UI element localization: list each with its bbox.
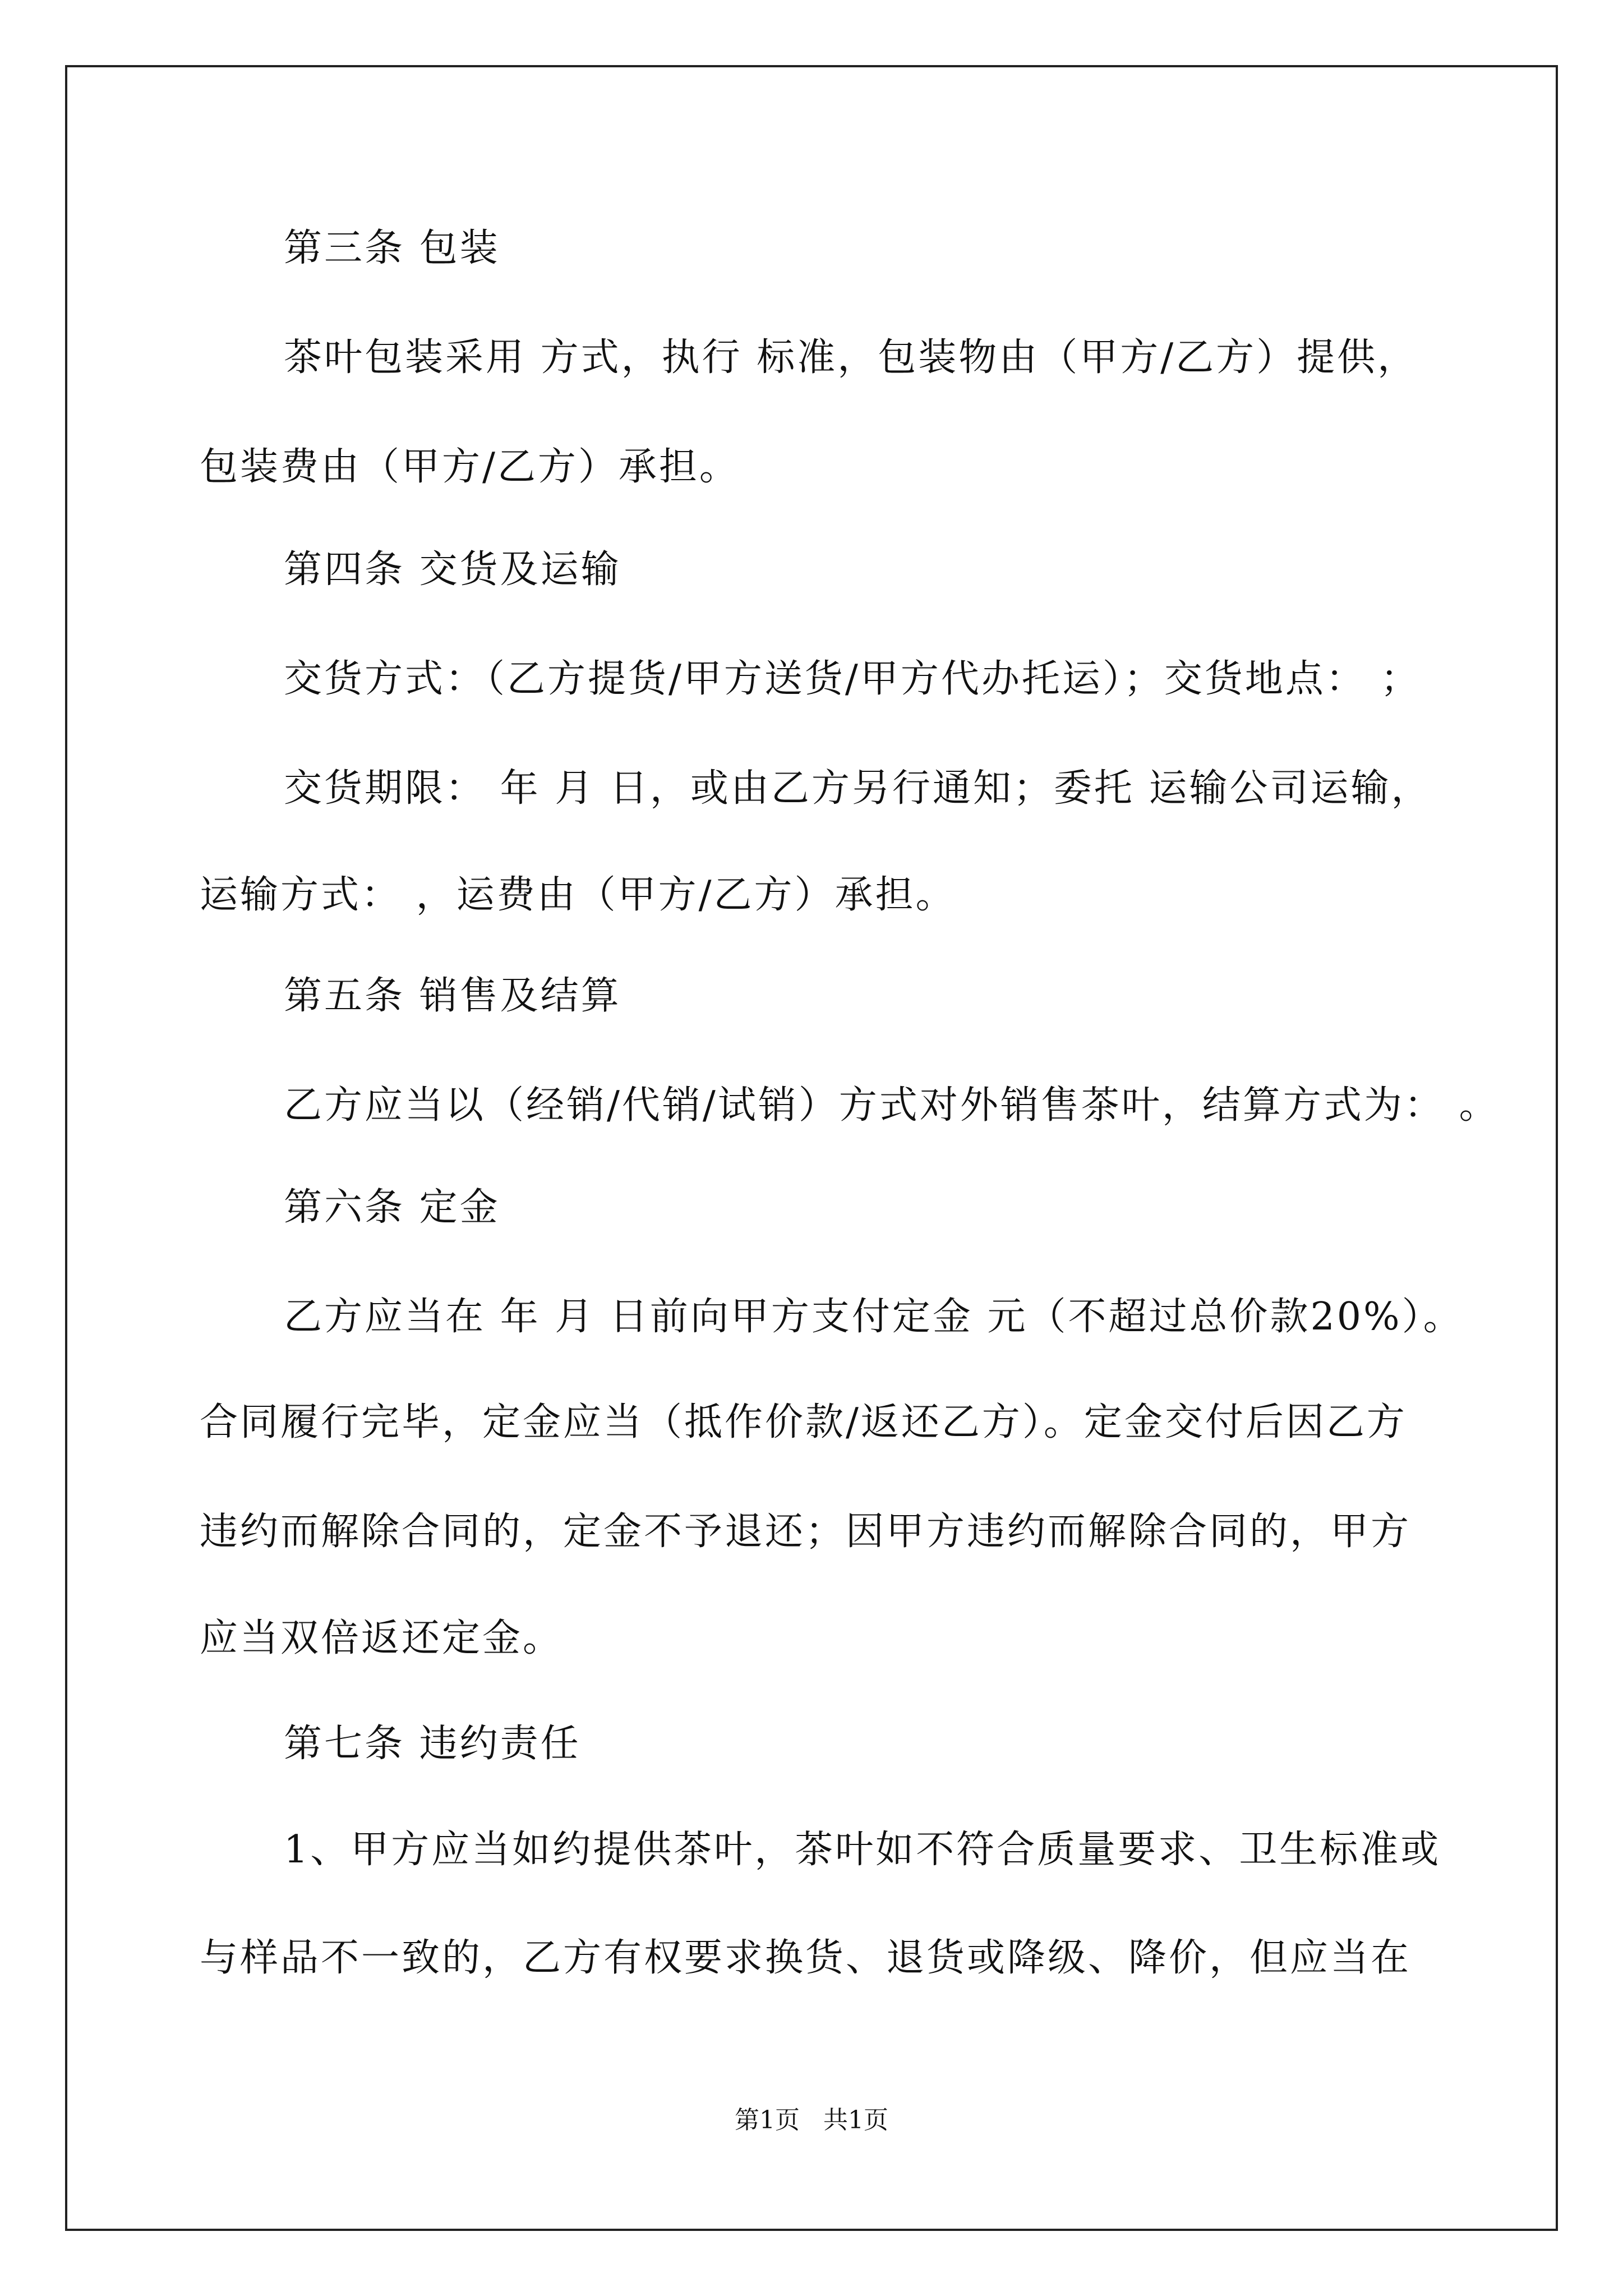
paragraph-line: 乙方应当以（经销/代销/试销）方式对外销售茶叶，结算方式为： 。 bbox=[284, 1083, 1500, 1128]
paragraph-line: 乙方应当在 年 月 日前向甲方支付定金 元（不超过总价款20%）。 bbox=[284, 1295, 1464, 1339]
paragraph-line: 应当双倍返还定金。 bbox=[200, 1616, 564, 1660]
paragraph-line: 包装费由（甲方/乙方）承担。 bbox=[200, 445, 740, 489]
article-5-heading: 第五条 销售及结算 bbox=[284, 974, 621, 1018]
paragraph-line: 合同履行完毕，定金应当（抵作价款/返还乙方）。定金交付后因乙方 bbox=[200, 1400, 1407, 1444]
paragraph-line: 运输方式： ，运费由（甲方/乙方）承担。 bbox=[200, 873, 956, 917]
page-number-footer: 第1页 共1页 bbox=[735, 2106, 888, 2134]
article-6-heading: 第六条 定金 bbox=[284, 1185, 500, 1230]
paragraph-line: 违约而解除合同的，定金不予退还；因甲方违约而解除合同的，甲方 bbox=[200, 1510, 1412, 1554]
paragraph-line: 交货方式：（乙方提货/甲方送货/甲方代办托运）；交货地点： ； bbox=[284, 657, 1421, 701]
article-4-heading: 第四条 交货及运输 bbox=[284, 547, 621, 592]
paragraph-line: 交货期限： 年 月 日，或由乙方另行通知；委托 运输公司运输， bbox=[284, 766, 1432, 811]
paragraph-line: 茶叶包装采用 方式，执行 标准，包装物由（甲方/乙方）提供， bbox=[284, 335, 1418, 380]
article-7-heading: 第七条 违约责任 bbox=[284, 1722, 581, 1766]
article-3-heading: 第三条 包装 bbox=[284, 226, 500, 270]
paragraph-line: 1、甲方应当如约提供茶叶，茶叶如不符合质量要求、卫生标准或 bbox=[284, 1828, 1441, 1872]
page-border bbox=[65, 65, 1558, 2231]
paragraph-line: 与样品不一致的，乙方有权要求换货、退货或降级、降价，但应当在 bbox=[200, 1936, 1412, 1980]
